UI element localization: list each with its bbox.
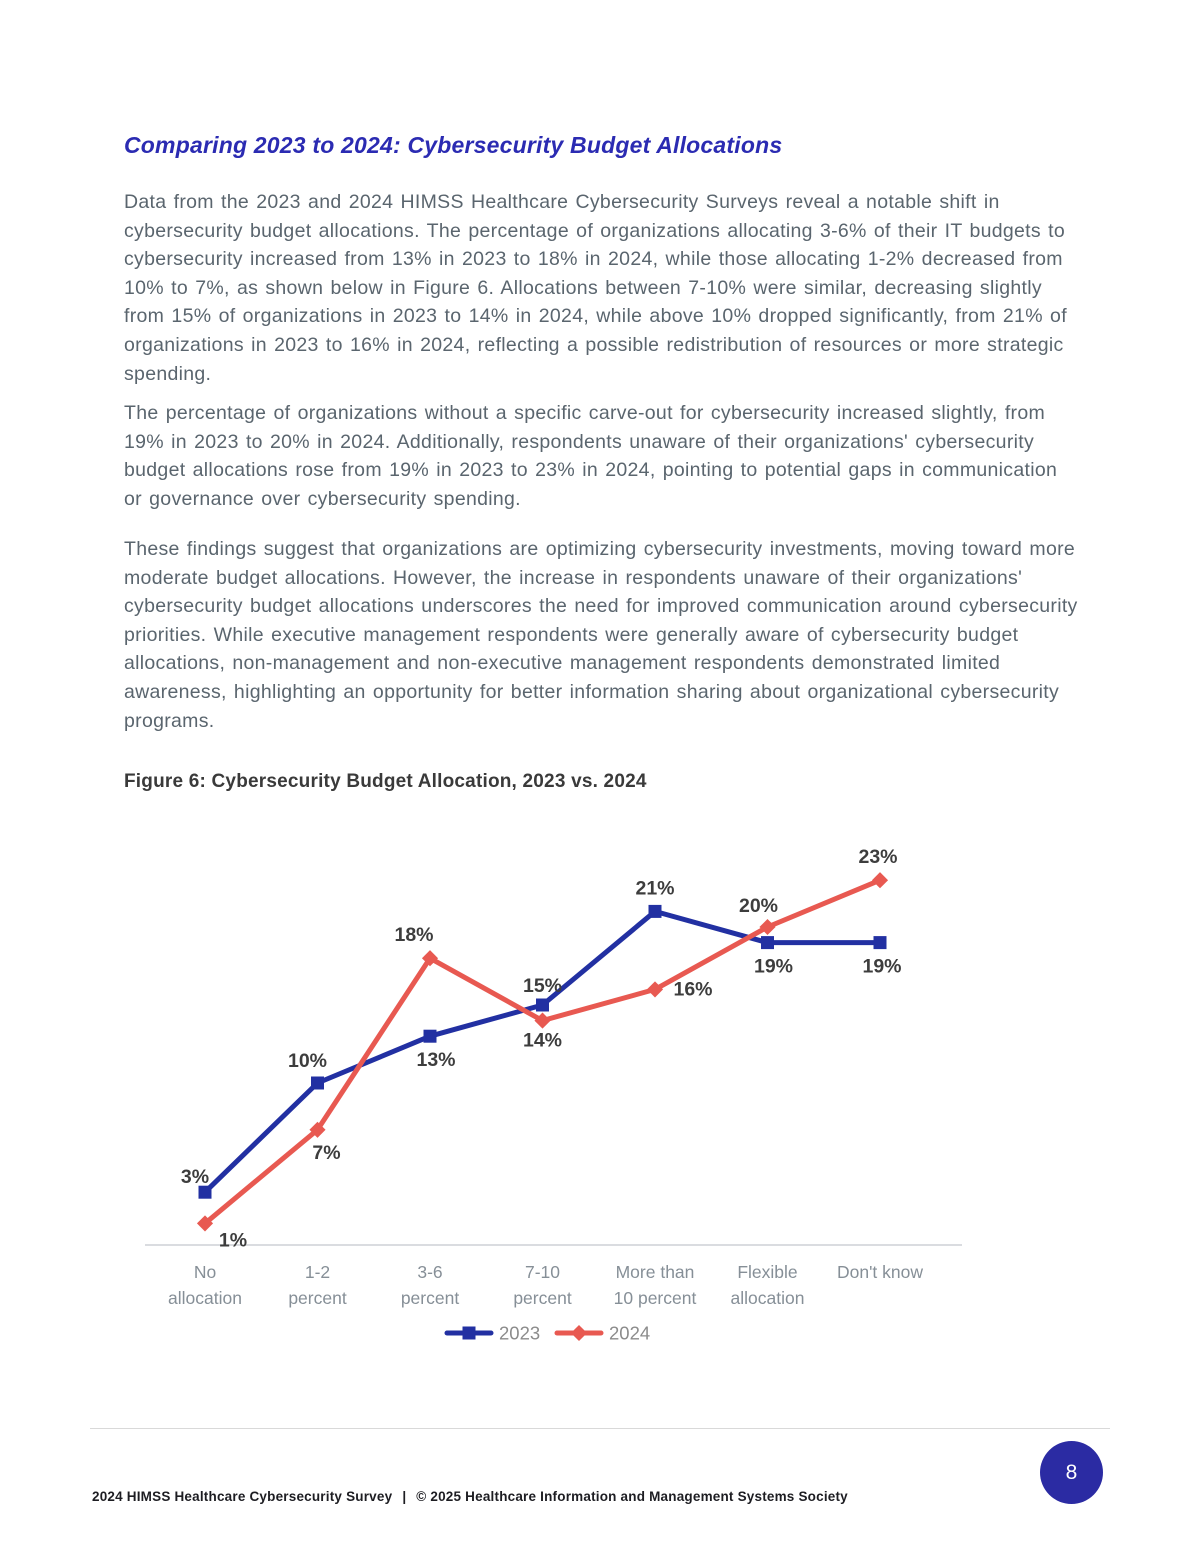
svg-text:Flexible: Flexible	[737, 1262, 798, 1282]
svg-text:18%: 18%	[394, 924, 434, 947]
svg-text:7-10: 7-10	[524, 1262, 561, 1282]
svg-text:7%: 7%	[312, 1141, 341, 1164]
svg-text:More than: More than	[615, 1262, 695, 1282]
svg-text:15%: 15%	[522, 975, 563, 997]
svg-text:19%: 19%	[862, 955, 902, 978]
budget-allocation-line-chart	[140, 840, 990, 1365]
svg-text:allocation: allocation	[168, 1288, 242, 1308]
footer-survey-title: 2024 HIMSS Healthcare Cybersecurity Survey	[92, 1489, 393, 1504]
footer	[92, 1489, 848, 1504]
figure-caption: Figure 6: Cybersecurity Budget Allocation, 2023 vs. 2024	[124, 771, 647, 792]
svg-text:19%: 19%	[753, 955, 794, 978]
svg-text:3%: 3%	[180, 1166, 210, 1189]
svg-text:Don't know: Don't know	[836, 1262, 924, 1282]
svg-text:percent: percent	[400, 1288, 460, 1308]
figure-6-chart-area	[140, 840, 990, 1365]
footer-copyright: © 2025 Healthcare Information and Management Systems Society	[416, 1489, 848, 1504]
paragraph-1: Data from the 2023 and 2024 HIMSS Healthcare Cybersecurity Surveys reveal a notable shift in cybersecurity budget allocations. The percentage of organizations allocating 3-6% of their IT budgets to cybersecurity increased from 13% in 2023 to 18% in 2024, while those allocating 1-2% decreased from 10% to 7%, as shown below in Figure 6. Allocations between 7-10% were similar, decreasing slightly from 15% of organizations in 2023 to 14% in 2024, while above 10% dropped significantly, from 21% of organizations in 2023 to 16% in 2024, reflecting a possible redistribution of resources or more strategic spending.	[124, 191, 1067, 385]
svg-text:13%: 13%	[416, 1049, 456, 1072]
svg-text:14%: 14%	[522, 1029, 563, 1052]
svg-text:2023: 2023	[499, 1322, 541, 1344]
svg-text:1-2: 1-2	[304, 1262, 331, 1282]
svg-text:percent: percent	[513, 1288, 572, 1308]
footer-divider	[90, 1428, 1110, 1429]
svg-text:3-6: 3-6	[417, 1262, 443, 1282]
page-number: 8	[1065, 1460, 1078, 1484]
svg-text:21%: 21%	[635, 877, 675, 900]
svg-text:10 percent: 10 percent	[613, 1288, 697, 1308]
svg-text:No: No	[193, 1262, 217, 1282]
svg-text:10%: 10%	[287, 1050, 328, 1072]
svg-text:1%: 1%	[218, 1229, 248, 1252]
svg-text:percent: percent	[288, 1288, 347, 1308]
page-number-badge	[1040, 1441, 1103, 1504]
svg-text:23%: 23%	[858, 846, 898, 869]
svg-text:20%: 20%	[738, 895, 779, 917]
footer-separator: |	[402, 1489, 407, 1504]
svg-text:allocation: allocation	[730, 1288, 805, 1308]
svg-text:16%: 16%	[673, 978, 713, 1001]
paragraph-2: The percentage of organizations without a specific carve-out for cybersecurity increased slightly, from 19% in 2023 to 20% in 2024. Additionally, respondents unaware of their organizations' cybersecurity budget allocations rose from 19% in 2023 to 23% in 2024, pointing to potential gaps in communication or governance over cybersecurity spending.	[124, 402, 1058, 510]
section-heading: Comparing 2023 to 2024: Cybersecurity Budget Allocations	[124, 132, 783, 158]
svg-text:2024: 2024	[609, 1322, 651, 1344]
paragraph-3: These findings suggest that organizations are optimizing cybersecurity investments, moving toward more moderate budget allocations. However, the increase in respondents unaware of their organizations' cybersecurity budget allocations underscores the need for improved communication around cybersecurity priorities. While executive management respondents were generally aware of cybersecurity budget allocations, non-management and non-executive management respondents demonstrated limited awareness, highlighting an opportunity for better information sharing about organizational cybersecurity programs.	[124, 538, 1078, 732]
